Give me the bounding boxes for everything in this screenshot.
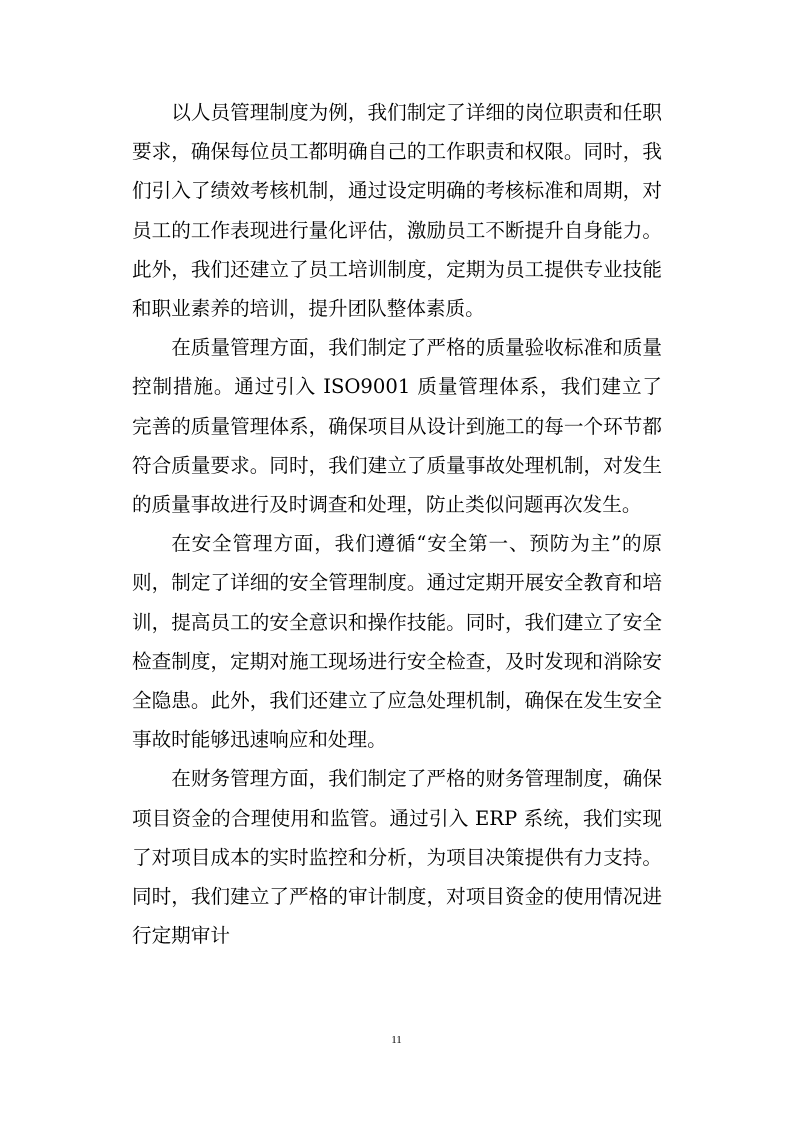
paragraph-quality-management: 在质量管理方面，我们制定了严格的质量验收标准和质量控制措施。通过引入 ISO9001 质量管理体系，我们建立了完善的质量管理体系，确保项目从设计到施工的每一个环节都符合质量要求。同时，我们建立了质量事故处理机制，对发生的质量事故进行及时调查和处理，防止类似问题再次发生。 <box>132 336 662 517</box>
page-number: 11 <box>391 1034 402 1046</box>
paragraph-financial-management: 在财务管理方面，我们制定了严格的财务管理制度，确保项目资金的合理使用和监管。通过引入 ERP 系统，我们实现了对项目成本的实时监控和分析，为项目决策提供有力支持。同时，我们建立了严格的审计制度，对项目资金的使用情况进行定期审计 <box>132 767 662 948</box>
paragraph-personnel-management: 以人员管理制度为例，我们制定了详细的岗位职责和任职要求，确保每位员工都明确自己的工作职责和权限。同时，我们引入了绩效考核机制，通过设定明确的考核标准和周期，对员工的工作表现进行量化评估，激励员工不断提升自身能力。此外，我们还建立了员工培训制度，定期为员工提供专业技能和职业素养的培训，提升团队整体素质。 <box>132 101 662 321</box>
paragraph-safety-management: 在安全管理方面，我们遵循“安全第一、预防为主”的原则，制定了详细的安全管理制度。通过定期开展安全教育和培训，提高员工的安全意识和操作技能。同时，我们建立了安全检查制度，定期对施工现场进行安全检查，及时发现和消除安全隐患。此外，我们还建立了应急处理机制，确保在发生安全事故时能够迅速响应和处理。 <box>132 532 662 752</box>
body-text <box>132 93 662 955</box>
